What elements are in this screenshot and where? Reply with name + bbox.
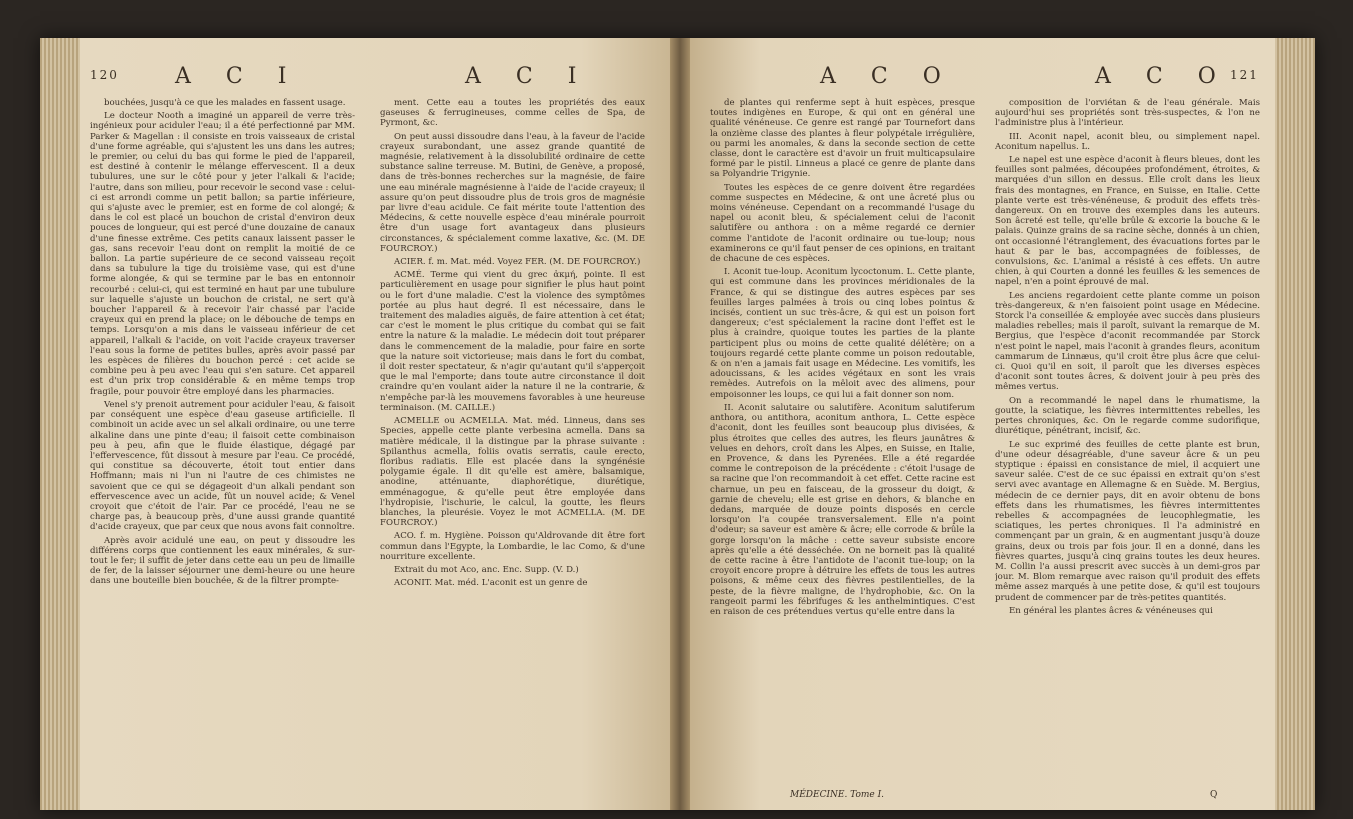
page-edges-right — [1275, 38, 1315, 810]
paragraph: II. Aconit salutaire ou salutifère. Aconitum salutiferum anthora, ou antithora, aconitum anthora, L. Cette espèce d'aconit, dont les feuilles sont beaucoup plus divisées, & plus étroites que celles des autres, les fleurs jaunâtres & velues en dehors, croît dans les Alpes, en Suisse, en Italie, en Provence, & dans les Pyrenées. Elle a été regardée comme le contrepoison de la précédente : c'étoit l'usage de sa racine que l'on recommandoit à cet effet. Cette racine est charnue, un peu en faisceau, de la grosseur du doigt, & garnie de chevelu; elle est grise en dehors, & blanche en dedans, marquée de douze points disposés en cercle lorsqu'on l'a coupée transversalement. Elle n'a point d'odeur; sa saveur est amère & âcre; elle corrode & brûle la gorge lorsqu'on la mâche : cette saveur subsiste encore après qu'elle a été desséchée. On ne borneit pas là qualité de cette racine à être l'antidote de l'aconit tue-loup; on la croyoit encore propre à détruire les effets de tous les autres poisons, & même ceux des fièvres pestilentielles, de la peste, de la fièvre maligne, de l'hydrophobie, &c. On la rangeoit parmi les fébrifuges & les anthelmintiques. C'est en raison de ces prétendues vertus qu'elle entre dans la — [710, 402, 975, 617]
paragraph: Toutes les espèces de ce genre doivent être regardées comme suspectes en Médecine, & ont une âcreté plus ou moins vénéneuse. Cependant on a recommandé l'usage du napel ou aconit bleu, & spécialement celui de l'aconit salutifère ou anthora : on a même regardé ce dernier comme l'antidote de l'aconit ordinaire ou tue-loup; nous examinerons ce qu'il faut penser de ces opinions, en traitant de chacune de ces espèces. — [710, 182, 975, 265]
paragraph: Après avoir acidulé une eau, on peut y dissoudre les différens corps que contiennent les eaux minérales, & sur-tout le fer; il suffit de jeter dans cette eau un peu de limaille de fer, de la laisser séjourner une demi-heure ou une heure dans une bouteille bien bouchée, & de la filtrer prompte- — [90, 535, 355, 587]
paragraph: Le docteur Nooth a imaginé un appareil de verre très-ingénieux pour aciduler l'eau; il a été perfectionné par MM. Parker & Magellan : il consiste en trois vaisseaux de cristal d'une forme agréable, qui s'ajustent les uns dans les autres; le premier, ou celui du bas qui forme le pied de l'appareil, est destiné à contenir le mélange effervescent. Il a deux tubulures, une sur le côté pour y jeter l'alkali & l'acide; l'autre, dans son milieu, pour recevoir le second vase : celui-ci est arrondi comme un petit ballon; sa partie inférieure, qui s'ajuste avec le premier, est en forme de col alongé; & dans le col est placé un bouchon de cristal d'environ deux pouces de longueur, qui est percé d'une douzaine de canaux d'une finesse extrême. Ces petits canaux laissent passer le gas, sans recevoir l'eau dont on remplit la moitié de ce ballon. La partie supérieure de ce second vaisseau reçoit dans sa tubulure la tige du troisième vase, qui est d'une forme alongée, & qui se termine par le bas en entonnoir recourbé : celui-ci, qui est terminé en haut par une tubulure sur laquelle s'ajuste un bouchon de cristal, ne sert qu'à boucher l'appareil & à recevoir l'air chassé par l'acide crayeux qui en prend la place; on le débouche de temps en temps. Lorsqu'on a mis dans le vaisseau inférieur de cet appareil, l'alkali & l'acide, on voit l'acide crayeux traverser l'eau sous la forme de petites bulles, après avoir passé par les espèces de filières du bouchon percé : cet acide se combine peu à peu avec l'eau qui s'en sature. Cet appareil est d'un prix trop considérable & en même temps trop fragile, pour pouvoir être employé dans les pharmacies. — [90, 111, 355, 397]
right-page — [690, 38, 1275, 810]
paragraph: ACMÉ. Terme qui vient du grec ἀκμή, pointe. Il est particulièrement en usage pour signifier le plus haut point ou le fort d'une maladie. C'est la violence des symptômes portée au plus haut degré. Il est nécessaire, dans le traitement des maladies aiguës, de faire attention à cet état; car c'est le moment le plus critique du combat qui se fait entre la nature & la maladie. Le médecin doit tout préparer dans le commencement de la maladie, pour faire en sorte que la nature soit victorieuse; mais dans le fort du combat, il doit rester spectateur, & n'agir qu'autant qu'il s'apperçoit que le mal l'emporte; dans toute autre circonstance il doit craindre qu'en voulant aider la nature il ne la contrarie, & n'empêche par-là les mouvemens favorables à une heureuse terminaison. (M. CAILLE.) — [380, 270, 645, 413]
paragraph: ACONIT. Mat. méd. L'aconit est un genre de — [394, 578, 588, 589]
signature-line: MÉDECINE. Tome I. — [790, 790, 885, 800]
text-column-2 — [995, 98, 1260, 788]
paragraph: Le napel est une espèce d'aconit à fleurs bleues, dont les feuilles sont palmées, découpées profondément, étroites, & marquées d'un sillon en dessus. Elle croît dans les lieux frais des montagnes, en France, en Suisse, en Italie. Cette plante verte est très-vénéneuse, & produit des effets très-dangereux. On en trouve des exemples dans les auteurs. Son âcreté est telle, qu'elle brûle & excorie la bouche & le palais. Quinze grains de sa racine sèche, donnés à un chien, ont occasionné l'étranglement, des évacuations fortes par le haut & par le bas, accompagnées de foiblesses, de convulsions, &c. L'animal a résisté à ces effets. Un autre chien, à qui Courten a donné les feuilles & les semences de napel, n'en a point éprouvé de mal. — [995, 155, 1260, 288]
paragraph: Venel s'y prenoit autrement pour aciduler l'eau, & faisoit par conséquent une espèce d'eau gaseuse artificielle. Il combinoit un acide avec un sel alkali ordinaire, ou une terre alkaline dans une pinte d'eau; il faisoit cette combinaison peu à peu, afin que le fluide élastique, dégagé par l'effervescence, fût dissout à mesure par l'eau. Ce procédé, qui constitue sa découverte, étoit tout entier dans Hoffmann; mais ni l'un ni l'autre de ces chimistes ne savoient que ce qui se dégageoit d'un alkali pendant son effervescence avec un acide, fût un nouvel acide; & Venel croyoit que c'étoit de l'air. Par ce procédé, l'eau ne se charge pas, à beaucoup près, d'une aussi grande quantité d'acide crayeux, que par ceux que nous avons fait connoître. — [90, 399, 355, 533]
paragraph: bouchées, jusqu'à ce que les malades en fassent usage. — [104, 98, 346, 108]
paragraph: On peut aussi dissoudre dans l'eau, à la faveur de l'acide crayeux surabondant, une assez grande quantité de magnésie, relativement à la dissolubilité ordinaire de cette substance saline terreuse. M. Butini, de Genève, a proposé, dans de très-bonnes recherches sur la magnésie, de faire une eau minérale magnésienne à l'aide de l'acide crayeux; il assure qu'on peut dissoudre plus de trois gros de magnésie par livre d'eau acidule. Ce fait mérite toute l'attention des Médecins, & cette nouvelle espèce d'eau minérale pourroit être d'un usage fort avantageux dans plusieurs circonstances, & spécialement comme laxative, &c. (M. DE FOURCROY.) — [380, 131, 645, 254]
text-column-1 — [90, 98, 355, 798]
text-column-1 — [710, 98, 975, 788]
paragraph: ACIER. f. m. Mat. méd. Voyez FER. (M. DE FOURCROY.) — [394, 257, 641, 268]
paragraph: Le suc exprimé des feuilles de cette plante est brun, d'une odeur désagréable, d'une saveur âcre & un peu styptique : épaissi en consistance de miel, il acquiert une saveur salée. C'est de ce suc épaissi en extrait qu'on s'est servi avec avantage en Allemagne & en Suède. M. Bergius, médecin de ce dernier pays, dit en avoir obtenu de bons effets dans les rhumatismes, les fièvres intermittentes rebelles & accompagnées de leucophlegmatie, les sciatiques, les pertes chroniques. Il l'a administré en commençant par un grain, & en augmentant jusqu'à douze grains, deux ou trois par fois jour. Il en a donné, dans les fièvres quartes, jusqu'à cinq grains toutes les deux heures. M. Collin l'a aussi prescrit avec succès à un demi-gros par jour. M. Blom remarque avec raison qu'il produit des effets même assez marqués à une petite dose, & qu'il est toujours prudent de commencer par de très-petites quantités. — [995, 439, 1260, 603]
paragraph: ACO. f. m. Hygiène. Poisson qu'Aldrovande dit être fort commun dans l'Egypte, la Lombardie, le lac Como, & d'une nourriture excellente. — [380, 531, 645, 562]
book-gutter — [670, 38, 690, 810]
paragraph: ment. Cette eau a toutes les propriétés des eaux gaseuses & ferrugineuses, comme celles de Spa, de Pyrmont, &c. — [380, 98, 645, 129]
gathering-mark: Q — [1210, 790, 1218, 800]
page-edges-left — [40, 38, 80, 810]
paragraph: Les anciens regardoient cette plante comme un poison très-dangereux, & n'en faisoient point usage en Médecine. Storck l'a conseillée & employée avec succès dans plusieurs maladies rebelles; mais il paroît, suivant la remarque de M. Bergius, que l'espèce d'aconit recommandée par Storck n'est point le napel, mais l'aconit à grandes fleurs, aconitum cammarum de Linnæus, qu'il croit être plus âcre que celui-ci. Quoi qu'il en soit, il paroît que les diverses espèces d'aconit sont toutes âcres, & doivent jouir à peu près des mêmes vertus. — [995, 290, 1260, 393]
paragraph: En général les plantes âcres & vénéneuses qui — [1009, 605, 1213, 616]
page-number: 121 — [1230, 68, 1259, 82]
paragraph: Extrait du mot Aco, anc. Enc. Supp. (V. D.) — [394, 564, 579, 575]
paragraph: de plantes qui renferme sept à huit espèces, presque toutes indigènes en Europe, & qui ont en général une qualité vénéneuse. Ce genre est rangé par Tournefort dans la onzième classe des plantes à fleur polypétale irrégulière, ou parmi les anomales, & dans la seconde section de cette classe, dont le caractère est d'avoir un fruit multicapsulaire formé par le pistil. Linneus a placé ce genre de plante dans sa Polyandrie Trigynie. — [710, 98, 975, 180]
open-book — [40, 38, 1315, 810]
paragraph: ACMELLE ou ACMELLA. Mat. méd. Linneus, dans ses Species, appelle cette plante verbesina acmella. Dans sa matière médicale, il la distingue par la phrase suivante : Spilanthus acmella, foliis ovatis serratis, caule erecto, floribus radiatis. Elle est placée dans la syngénésie polygamie égale. Il dit qu'elle est amère, balsamique, anodine, atténuante, diaphorétique, diurétique, emménagogue, & qu'elle peut être employée dans l'hydropisie, l'ischurie, le calcul, la goutte, les fleurs blanches, la pleurésie. Voyez le mot ACMELLA. (M. DE FOURCROY.) — [380, 416, 645, 529]
paragraph: III. Aconit napel, aconit bleu, ou simplement napel. Aconitum napellus. L. — [995, 131, 1260, 152]
text-column-2 — [380, 98, 645, 798]
running-head: A C O — [820, 64, 955, 89]
page-number: 120 — [90, 68, 119, 82]
running-head: A C I — [175, 64, 301, 89]
paragraph: I. Aconit tue-loup. Aconitum lycoctonum. L. Cette plante, qui est commune dans les provinces méridionales de la France, & qui se distingue des autres espèces par ses feuilles larges palmées à trois ou cinq lobes pointus & incisés, contient un suc très-âcre, & qui est un poison fort dangereux; c'est spécialement la racine dont l'effet est le plus à craindre, quoique toutes les parties de la plante participent plus ou moins de cette qualité délétère; on a toujours regardé cette plante comme un poison redoutable, & on n'en a jamais fait usage en Médecine. Les vomitifs, les adoucissans, & les acides végétaux en sont les vrais remèdes. Autrefois on la mêloit avec des alimens, pour empoisonner les loups, ce qui lui a fait donner son nom. — [710, 267, 975, 400]
running-head: A C O — [1095, 64, 1230, 89]
paragraph: composition de l'orviétan & de l'eau générale. Mais aujourd'hui ses propriétés sont très-suspectes, & l'on ne l'administre plus à l'intérieur. — [995, 98, 1260, 129]
paragraph: On a recommandé le napel dans le rhumatisme, la goutte, la sciatique, les fièvres intermittentes rebelles, les pertes chroniques, &c. On le regarde comme sudorifique, diurétique, pénétrant, incisif, &c. — [995, 395, 1260, 437]
running-head: A C I — [465, 64, 591, 89]
left-page — [80, 38, 670, 810]
